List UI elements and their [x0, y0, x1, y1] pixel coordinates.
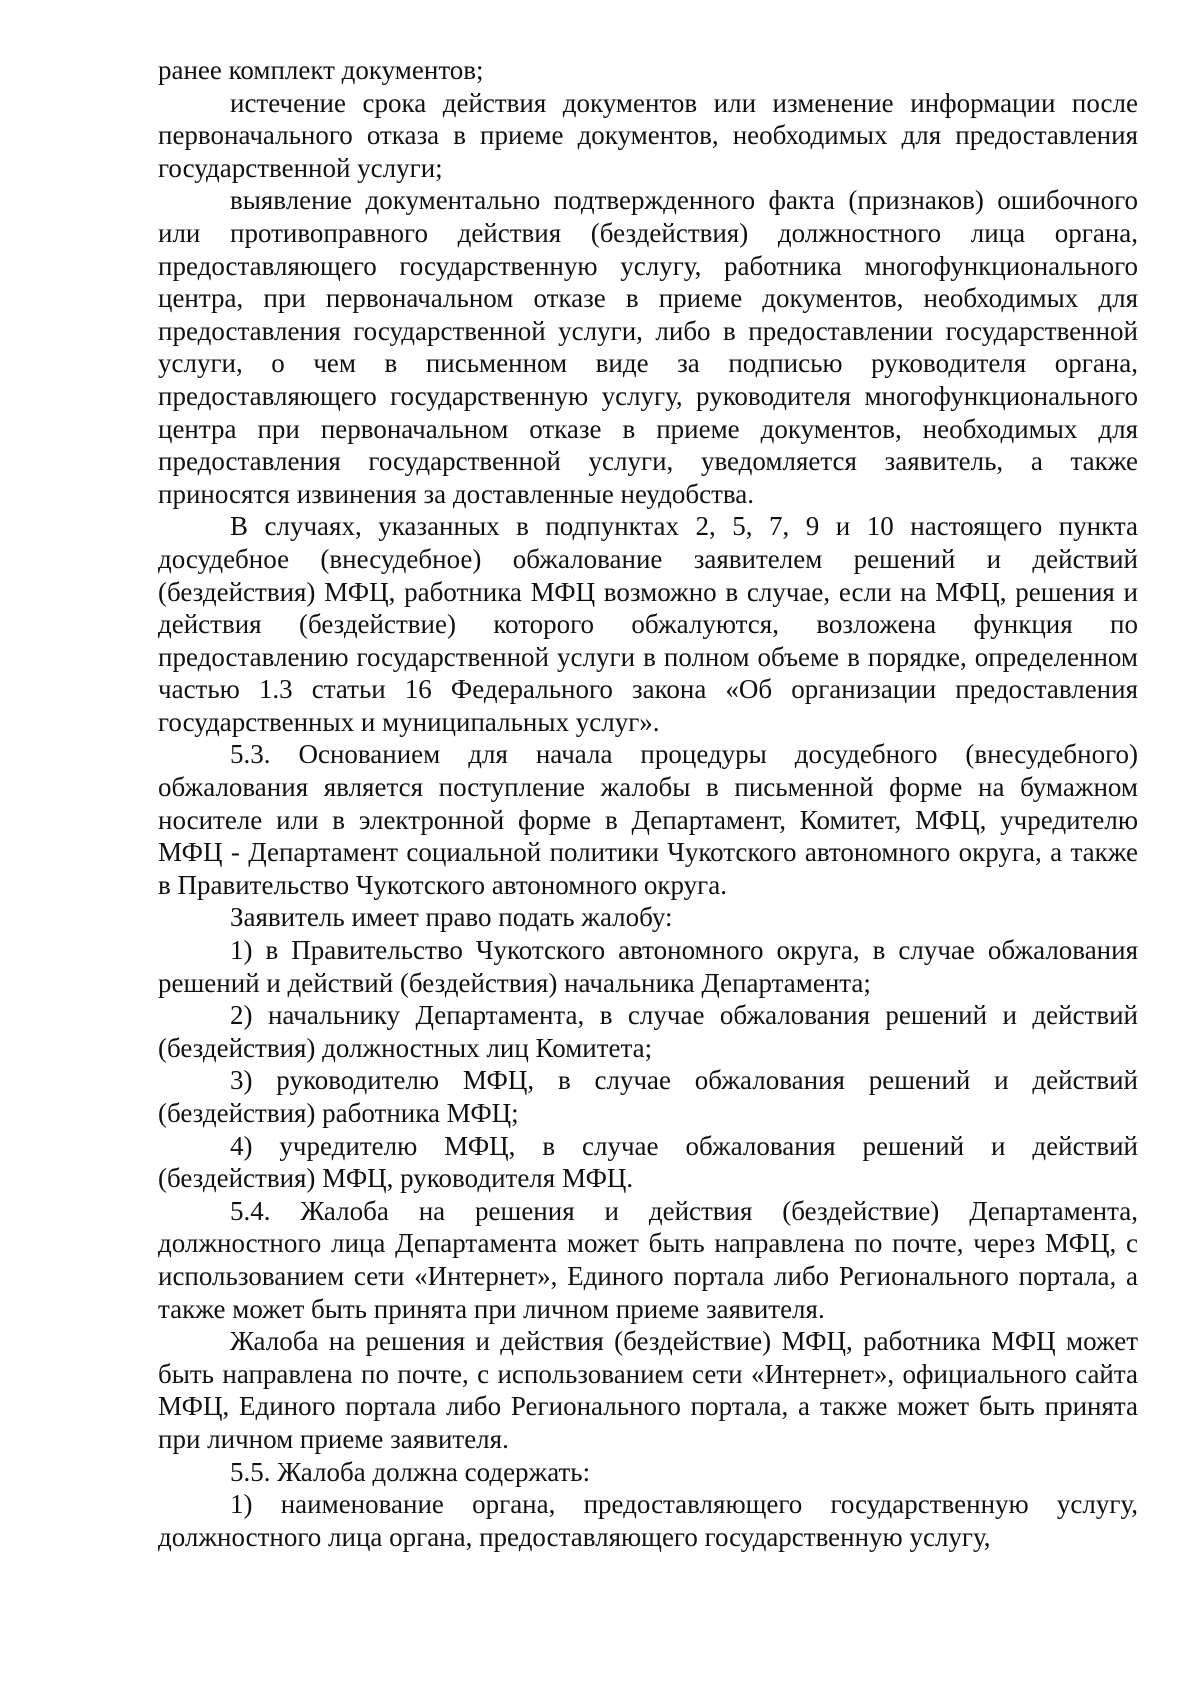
list-item: 1) наименование органа, предоставляющего государственную услугу, должностного лица органа, предоставляющего государственную услугу,: [158, 1489, 1138, 1552]
list-item: 3) руководителю МФЦ, в случае обжалования решений и действий (бездействия) работника МФЦ;: [158, 1065, 1138, 1128]
paragraph: Жалоба на решения и действия (бездействие) МФЦ, работника МФЦ может быть направлена по почте, с использованием сети «Интернет», официального сайта МФЦ, Единого портала либо Регионального портала, а также может быть принята при личном приеме заявителя.: [158, 1326, 1138, 1454]
document-page: [158, 54, 1138, 1553]
paragraph: 5.4. Жалоба на решения и действия (бездействие) Департамента, должностного лица Департамента может быть направлена по почте, через МФЦ, с использованием сети «Интернет», Единого портала либо Регионального портала, а также может быть принята при личном приеме заявителя.: [158, 1195, 1138, 1324]
list-item: 1) в Правительство Чукотского автономного округа, в случае обжалования решений и действий (бездействия) начальника Департамента;: [158, 935, 1138, 998]
paragraph: В случаях, указанных в подпунктах 2, 5, 7, 9 и 10 настоящего пункта досудебное (внесудебное) обжалование заявителем решений и действий (бездействия) МФЦ, работника МФЦ возможно в случае, если на МФЦ, решения и действия (бездействие) которого обжалуются, возложена функция по предоставлению государственной услуги в полном объеме в порядке, определенном частью 1.3 статьи 16 Федерального закона «Об организации предоставления государственных и муниципальных услуг».: [158, 511, 1138, 737]
paragraph: 5.5. Жалоба должна содержать:: [230, 1456, 591, 1487]
paragraph: истечение срока действия документов или изменение информации после первоначального отказа в приеме документов, необходимых для предоставления государственной услуги;: [158, 87, 1138, 183]
list-item: 2) начальнику Департамента, в случае обжалования решений и действий (бездействия) должностных лиц Комитета;: [158, 1000, 1138, 1063]
paragraph: 5.3. Основанием для начала процедуры досудебного (внесудебного) обжалования является поступление жалобы в письменной форме на бумажном носителе или в электронной форме в Департамент, Комитет, МФЦ, учредителю МФЦ - Департамент социальной политики Чукотского автономного округа, а также в Правительство Чукотского автономного округа.: [158, 739, 1138, 900]
paragraph: Заявитель имеет право подать жалобу:: [230, 902, 673, 933]
paragraph: выявление документально подтвержденного факта (признаков) ошибочного или противоправного действия (бездействия) должностного лица органа, предоставляющего государственную услугу, работника многофункционального центра, при первоначальном отказе в приеме документов, необходимых для предоставления государственной услуги, либо в предоставлении государственной услуги, о чем в письменном виде за подписью руководителя органа, предоставляющего государственную услугу, руководителя многофункционального центра при первоначальном отказе в приеме документов, необходимых для предоставления государственной услуги, уведомляется заявитель, а также приносятся извинения за доставленные неудобства.: [158, 185, 1138, 509]
paragraph: ранее комплект документов;: [158, 55, 484, 85]
list-item: 4) учредителю МФЦ, в случае обжалования решений и действий (бездействия) МФЦ, руководителя МФЦ.: [158, 1130, 1138, 1194]
